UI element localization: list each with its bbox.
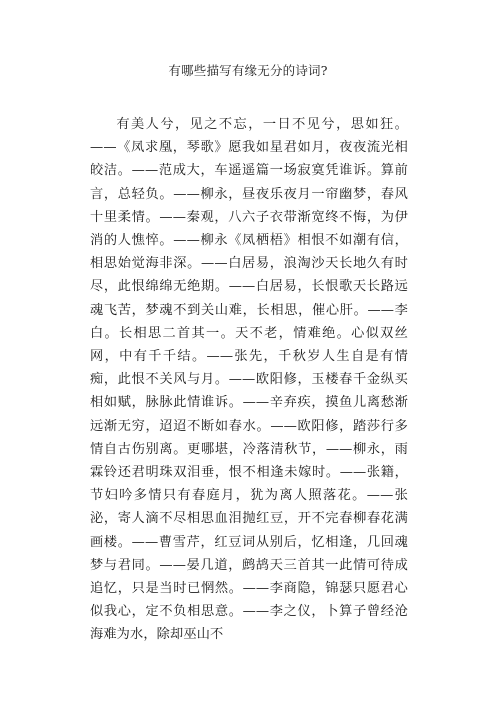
document-body-paragraph: 有美人兮，见之不忘，一日不见兮，思如狂。——《凤求凰，琴歌》愿我如星君如月，夜夜流光相皎洁。——范成大，车遥遥篇一场寂寞凭谁诉。算前言，总轻负。——柳永，昼夜乐夜月一帘幽梦，春风十里柔情。——秦观，八六子衣带渐宽终不悔，为伊消的人憔悴。——柳永《凤栖梧》相恨不如潮有信，相思始觉海非深。——白居易，浪淘沙天长地久有时尽，此恨绵绵无绝期。——白居易，长恨歌天长路远魂飞苦，梦魂不到关山难，长相思，催心肝。——李白。长相思二首其一。天不老，情难绝。心似双丝网，中有千千结。——张先，千秋岁人生自是有情痴，此恨不关风与月。——欧阳修，玉楼春千金纵买相如赋，脉脉此情谁诉。——辛弃疾，摸鱼儿离愁渐远渐无穷，迢迢不断如春水。——欧阳修，踏莎行多情自古伤别离。更哪堪，冷落清秋节，——柳永，雨霖铃还君明珠双泪垂，恨不相逢未嫁时。——张籍，节妇吟多情只有春庭月，犹为离人照落花。——张泌，寄人滴不尽相思血泪抛红豆，开不完春柳春花满画楼。——曹雪芹，红豆词从别后，忆相逢，几回魂梦与君同。——晏几道，鹧鸪天三首其一此情可待成追忆，只是当时已惘然。——李商隐，锦瑟只愿君心似我心，定不负相思意。——李之仪，卜算子曾经沧海难为水，除却巫山不 bbox=[90, 117, 408, 643]
document-title: 有哪些描写有缘无分的诗词? bbox=[168, 63, 328, 78]
